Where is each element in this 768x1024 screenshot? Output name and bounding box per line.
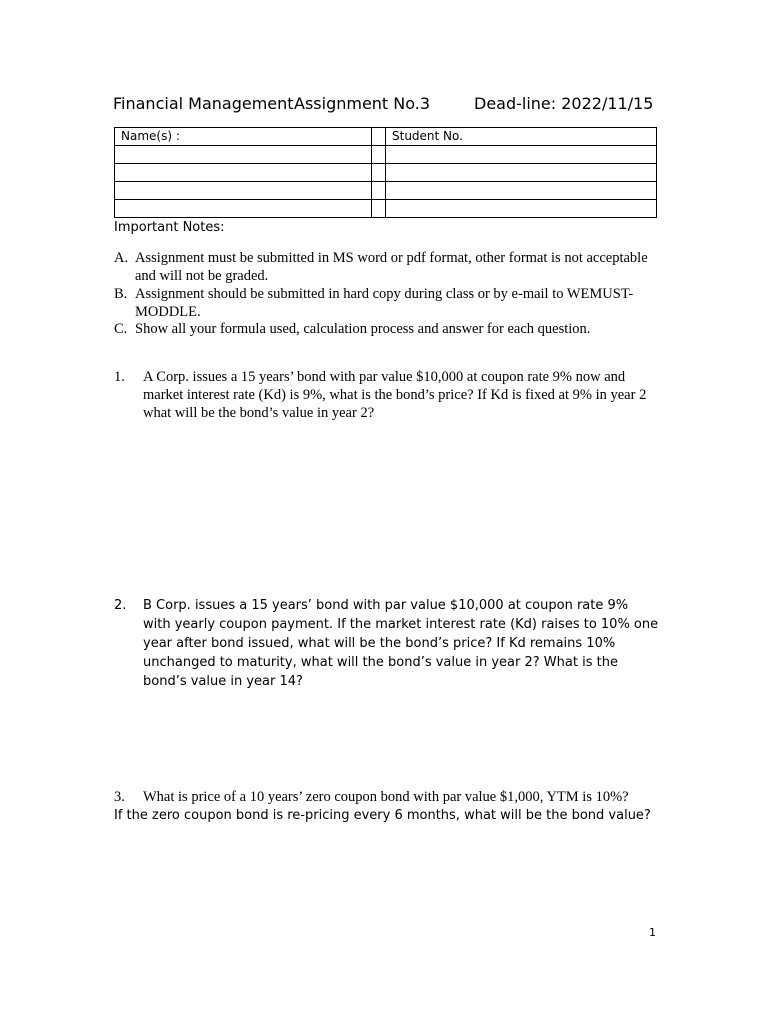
deadline: Dead-line: 2022/11/15 [474,94,654,113]
table-row [115,200,657,218]
note-label: A. [114,250,129,266]
note-text: Assignment should be submitted in hard copy during class or by e-mail to WEMUST-MODDLE. [135,286,634,320]
question-text-continued: If the zero coupon bond is re-pricing every 6 months, what will be the bond value? [114,808,651,823]
spacer-cell [372,182,386,200]
question-3 [114,788,659,825]
name-cell [115,146,372,164]
note-label: B. [114,286,128,302]
note-item [114,285,659,321]
question-text: B Corp. issues a 15 years’ bond with par value $10,000 at coupon rate 9% with yearly coupon payment. If the market interest rate (Kd) raises to 10% one year after bond issued, what will be the bond’s price? If Kd remains 10% unchanged to maturity, what will the bond’s value in year 2? What is the bond’s value in year 14? [143,598,659,689]
name-cell [115,164,372,182]
table-row [115,164,657,182]
question-number: 2. [114,598,127,613]
spacer-cell [372,128,386,146]
table-row [115,146,657,164]
spacer-cell [372,200,386,218]
names-label: Name(s) : [115,128,372,146]
question-1 [114,368,659,422]
note-text: Show all your formula used, calculation process and answer for each question. [135,321,591,337]
note-item [114,320,659,338]
name-cell [115,200,372,218]
page-number: 1 [649,926,656,939]
student-no-cell [386,146,657,164]
question-2 [114,596,659,691]
student-no-cell [386,200,657,218]
question-text: What is price of a 10 years’ zero coupon bond with par value $1,000, YTM is 10%? [143,789,629,805]
question-number: 1. [114,369,125,385]
student-names-table [114,127,657,218]
name-cell [115,182,372,200]
notes-title: Important Notes: [114,220,225,235]
question-line-1 [114,788,659,806]
course-title: Financial Management [113,94,294,113]
student-no-cell [386,164,657,182]
table-row [115,182,657,200]
question-number: 3. [114,789,125,805]
note-label: C. [114,321,128,337]
student-no-cell [386,182,657,200]
question-text: A Corp. issues a 15 years’ bond with par value $10,000 at coupon rate 9% now and market interest rate (Kd) is 9%, what is the bond’s price? If Kd is fixed at 9% in year 2 what will be the bond’s value in year 2? [143,369,647,421]
table-header-row [115,128,657,146]
spacer-cell [372,146,386,164]
assignment-number: Assignment No.3 [294,94,431,113]
note-item [114,249,659,285]
spacer-cell [372,164,386,182]
student-no-label: Student No. [386,128,657,146]
note-text: Assignment must be submitted in MS word or pdf format, other format is not acceptable and will not be graded. [135,250,648,284]
